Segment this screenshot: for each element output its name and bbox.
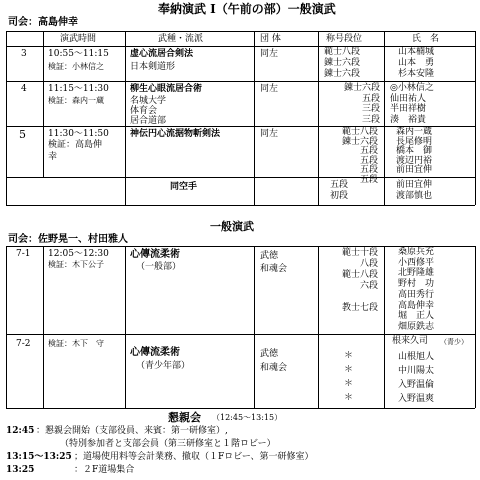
mark-asterisk: ＊ [344,393,354,403]
names-head: 根来久司 [392,336,429,346]
row-ranks: 範士八段 錬士六段 五段 五段 五段 五段 [341,127,378,185]
social-time-end: 13:25 [6,465,35,475]
social-line: ：２F道場集合 [74,465,135,475]
row-number: 7-2 [16,339,31,349]
row-number: 3 [21,49,27,59]
row-inspector: 検証：木下 守 [48,339,104,348]
row-number: 4 [21,84,27,94]
row-group: 同左 [260,129,279,139]
col-header-martial: 武種・流派 [158,34,204,44]
row-names: 森内一蔵 長尾修明 橋本 御 渡辺円裕 前田宜伸 [396,127,433,175]
social-line: ；道場使用料等会計業務、撤収（１Fロビー、第一研修室） [74,452,314,462]
part2-host: 司会：佐野晃一、村田雅人 [8,234,128,245]
mark-asterisk: ＊ [344,365,354,375]
row-inspector: 検証：小林信之 [48,62,104,71]
social-line: ：懇親会開始（支部役員、来賓：第一研修室）, [36,426,228,436]
row-martial-sub: （一般部） [136,262,182,272]
row-ranks: 範士八段 錬士六段 錬士六段 [324,47,361,79]
row-group: 同左 [260,84,279,94]
col-header-group: 団 体 [260,34,281,44]
row-inspector: 検証：高島伸 幸 [48,140,103,162]
row-martial-name: 虚心流居合剣法 [130,49,194,59]
row-martial-name: 心傳流柔術 [130,249,180,260]
row-martial-name: 柳生心眼流居合術 [130,84,203,94]
row-martial-sub: （青少年部） [136,361,191,371]
row-ranks: 範士十段 八段 範士八段 六段 教士七段 [341,248,378,313]
row-ranks: 錬士六段 五段 三段 三段 [343,83,380,125]
row-martial-name: 神伝円心流据物斬剣法 [130,129,221,139]
row-time: 11:15〜11:30 [48,84,109,94]
part1-title: 奉納演武 Ⅰ（午前の部）一般演武 [158,2,336,16]
row-number: 7-1 [16,249,31,259]
row-time: 10:55〜11:15 [48,49,109,59]
mark-asterisk: ＊ [344,351,354,361]
row-martial-sub: 日本剣道形 [130,62,176,72]
social-time: （12:45〜13:15） [212,413,283,422]
social-time-start: 12:45 [6,426,35,436]
row-inspector: 検証：木下公子 [48,260,104,269]
social-title: 懇親会 [168,411,201,424]
row-group: 武徳 和魂会 [260,251,288,274]
row-time: 12:05〜12:30 [48,249,109,259]
social-line: （特別参加者と支部会員（第三研修室と１階ロビー） [60,439,276,449]
mark-asterisk: ＊ [344,379,354,389]
col-header-rank: 称号段位 [326,34,363,44]
row-names: 桑原兵充 小西修平 北野隆雄 野村 功 高田秀行 高島伸幸 堀 正人 畑原鉄志 [398,247,435,332]
row-inspector: 検証：森内一蔵 [48,96,104,105]
col-header-name: 氏 名 [412,34,440,44]
row-group: 武徳 和魂会 [260,349,288,373]
youth-tag: （青少） [440,338,468,346]
col-header-time: 演武時間 [60,34,97,44]
social-time-mid: 13:15〜13:25 [6,452,72,462]
row-names: 山根旭人 中川陽太 入野温倫 入野温爽 [398,352,435,404]
row-martial-sub: 名城大学 体育会 居合道部 [130,96,167,126]
row-names: ◎小林信之 仙田祐人 半田祥樹 湊 裕貴 [390,83,434,125]
row-names: 山本楠城 山本 勇 杉本安隆 [398,47,435,79]
row-martial-name: 心傳流柔術 [130,347,180,358]
row-number: 5 [19,128,26,141]
part1-host: 司会：高島伸幸 [8,17,78,28]
karate-names: 前田宜伸 渡部慎也 [396,180,433,201]
row-group: 同左 [260,49,279,59]
karate-ranks: 五段 初段 [330,180,349,201]
part2-title: 一般演武 [210,220,254,233]
karate-label: 同空手 [170,182,198,192]
row-time: 11:30〜11:50 [48,129,109,139]
